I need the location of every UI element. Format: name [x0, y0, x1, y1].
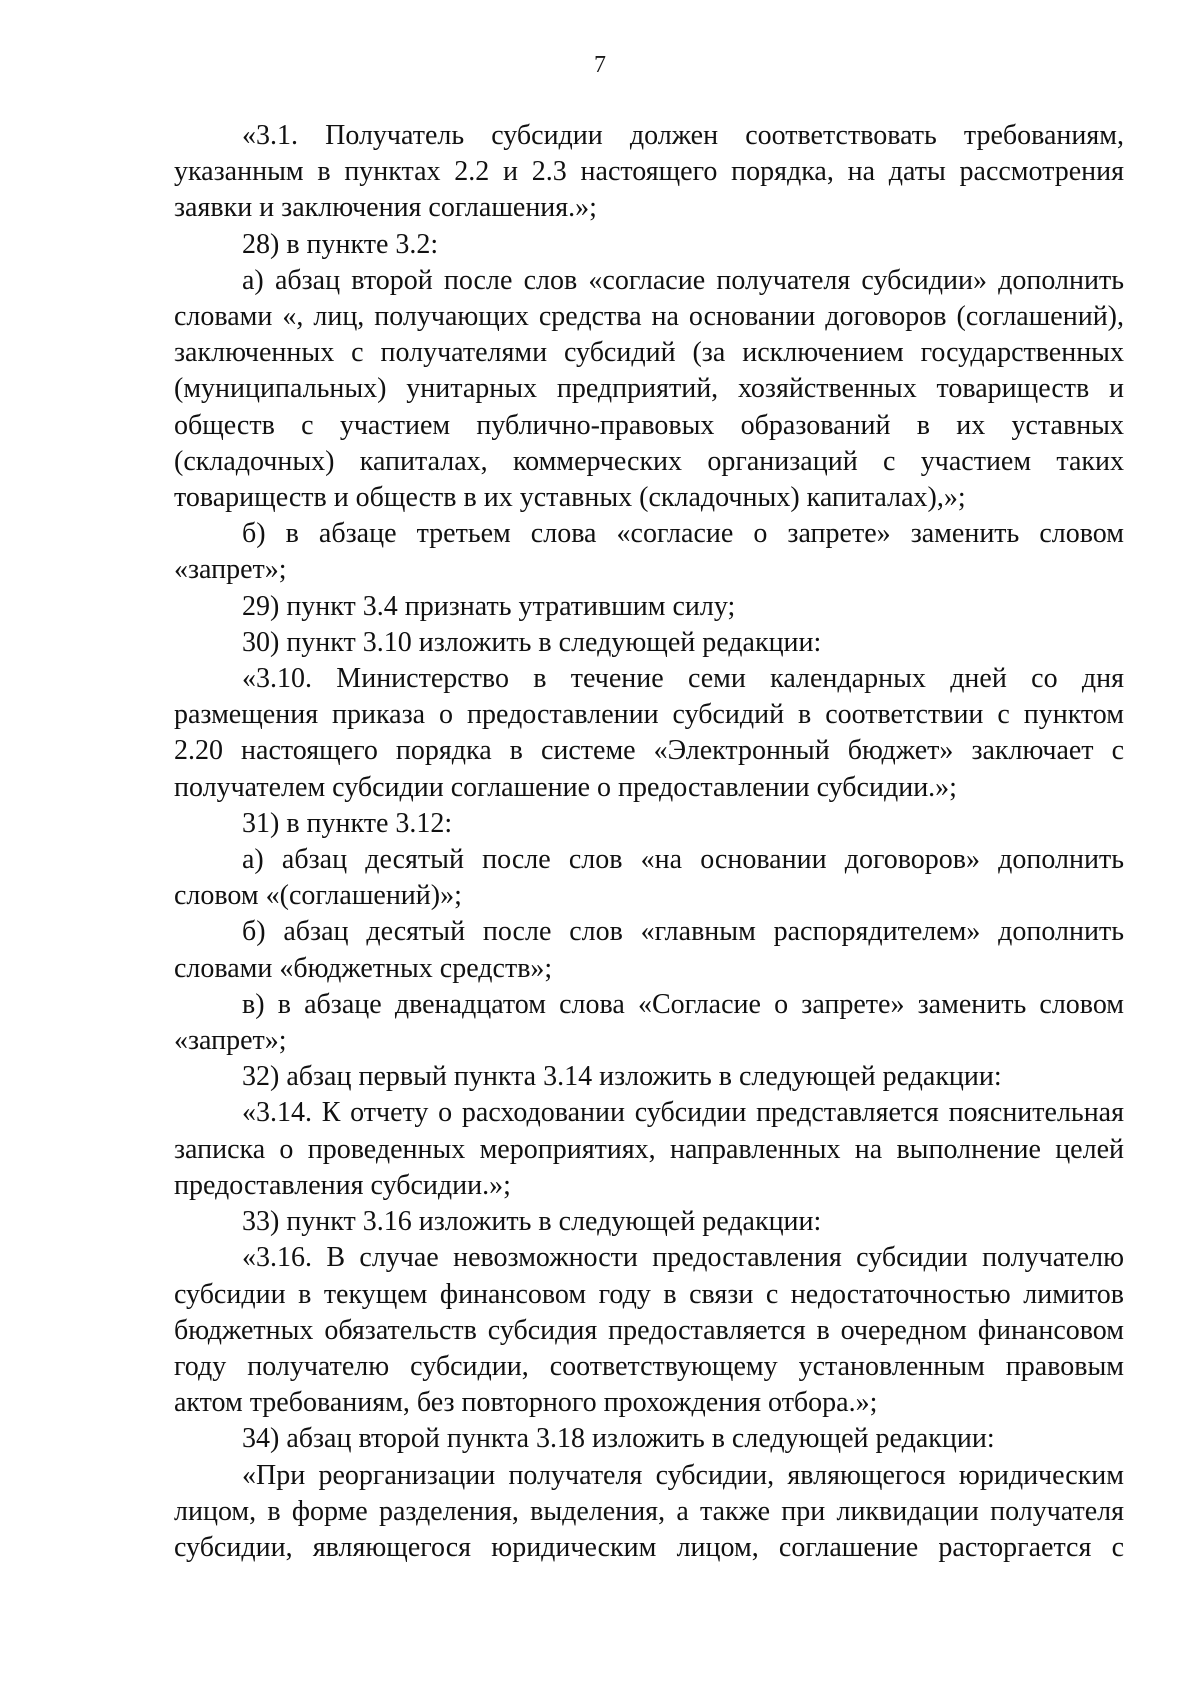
paragraph: 29) пункт 3.4 признать утратившим силу; — [242, 590, 736, 622]
paragraph: 34) абзац второй пункта 3.18 изложить в следующей редакции: — [242, 1423, 995, 1455]
paragraph: «3.10. Министерство в течение семи календарных дней со дня размещения приказа о предоставлении субсидий в соответствии с пунктом 2.20 настоящего порядка в системе «Электронный бюджет» заключает с получателем субсидии соглашение о предоставлении субсидии.»; — [174, 663, 1124, 803]
document-body — [174, 118, 1124, 1566]
paragraph: «3.1. Получатель субсидии должен соответствовать требованиям, указанным в пунктах 2.2 и 2.3 настоящего порядка, на даты рассмотрения заявки и заключения соглашения.»; — [174, 120, 1124, 224]
paragraph: 33) пункт 3.16 изложить в следующей редакции: — [242, 1206, 822, 1238]
paragraph: 28) в пункте 3.2: — [242, 228, 439, 260]
paragraph: б) в абзаце третьем слова «согласие о запрете» заменить словом «запрет»; — [174, 518, 1124, 586]
paragraph: 31) в пункте 3.12: — [242, 807, 453, 839]
paragraph: б) абзац десятый после слов «главным распорядителем» дополнить словами «бюджетных средств»; — [174, 916, 1124, 984]
paragraph: 30) пункт 3.10 изложить в следующей редакции: — [242, 626, 822, 658]
paragraph: «3.14. К отчету о расходовании субсидии представляется пояснительная записка о проведенных мероприятиях, направленных на выполнение целей предоставления субсидии.»; — [174, 1097, 1124, 1201]
paragraph: «3.16. В случае невозможности предоставления субсидии получателю субсидии в текущем финансовом году в связи с недостаточностью лимитов бюджетных обязательств субсидия предоставляется в очередном финансовом году получателю субсидии, соответствующему установленным правовым актом требованиям, без повторного прохождения отбора.»; — [174, 1242, 1124, 1419]
paragraph: 32) абзац первый пункта 3.14 изложить в следующей редакции: — [242, 1061, 1002, 1093]
paragraph: а) абзац второй после слов «согласие получателя субсидии» дополнить словами «, лиц, получающих средства на основании договоров (соглашений), заключенных с получателями субсидий (за исключением государственных (муниципальных) унитарных предприятий, хозяйственных товариществ и обществ с участием публично-правовых образований в их уставных (складочных) капиталах, коммерческих организаций с участием таких товариществ и обществ в их уставных (складочных) капиталах),»; — [174, 264, 1124, 514]
paragraph: в) в абзаце двенадцатом слова «Согласие о запрете» заменить словом «запрет»; — [174, 988, 1124, 1057]
paragraph: а) абзац десятый после слов «на основании договоров» дополнить словом «(соглашений)»; — [174, 844, 1124, 912]
page-number: 7 — [594, 52, 606, 78]
paragraph: «При реорганизации получателя субсидии, являющегося юридическим лицом, в форме разделения, выделения, а также при ликвидации получателя субсидии, являющегося юридическим лицом, соглашение расторгается с — [174, 1459, 1124, 1563]
